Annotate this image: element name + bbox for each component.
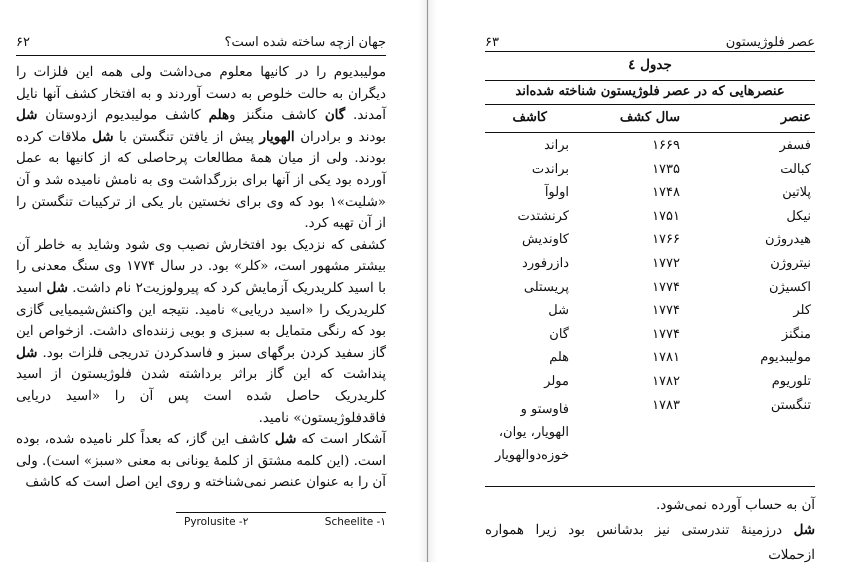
text-run: درزمینهٔ تندرستی نیز بدشانس بود زیرا همواره ازحملات — [485, 523, 815, 563]
cell-discoverer: براند — [544, 138, 569, 153]
column-header-discoverer: کاشف — [512, 110, 547, 125]
cell-discoverer: کرنشتدت — [517, 208, 569, 224]
cell-element: نیکل — [786, 208, 811, 224]
paragraph — [16, 235, 386, 429]
bold-name: شل — [793, 522, 815, 538]
text-run: آن به حساب آورده نمی‌شود. — [655, 498, 815, 513]
text-run: کاشف این گاز، که بعداً کلر نامیده شده، بوده است. (این کلمه مشتق از کلمهٔ یونانی به معنی «سبز» است). ولی آن را به عنوان عنصر نمی‌شناخته و روی این اصل است که کاشف — [16, 432, 386, 491]
right-running-title: عصر فلوژیستون — [725, 35, 815, 50]
left-header-rule — [16, 55, 386, 56]
table-row — [485, 230, 815, 254]
cell-discoverer: پریستلی — [523, 279, 569, 295]
cell-element: پلاتین — [782, 185, 811, 201]
cell-element: اکسیژن — [768, 279, 811, 295]
table-row — [485, 325, 815, 349]
column-header-year: سال کشف — [619, 110, 680, 125]
table-row — [485, 301, 815, 325]
cell-year: ۱۷۷۴ — [652, 279, 680, 295]
cell-element: کبالت — [780, 161, 811, 177]
cell-element: تنگستن — [770, 397, 811, 413]
table-row — [485, 160, 815, 184]
table-caption: جدول ٤ — [628, 57, 672, 73]
bold-name: گان — [324, 107, 346, 124]
cell-year: ۱۷۳۵ — [652, 161, 680, 177]
bold-name: هلم — [208, 107, 230, 124]
text-run: اسید کلریدریک را «اسید دریایی» نامید. نتیجه این واکنش‌شیمیایی گازی بود که رنگی متمایل به سبزی و بویی زننده‌ای داشت. ازخواص این گاز سفید کردن برگهای سبز و فاسدکردن تدریجی فلزات بود. — [16, 280, 386, 361]
paragraph — [485, 493, 815, 518]
cell-discoverer: کاوندیش — [521, 232, 569, 248]
left-running-title: جهان ازچه ساخته شده است؟ — [224, 35, 386, 50]
cell-element: مولیبدیوم — [760, 350, 811, 366]
paragraph — [16, 429, 386, 494]
right-page — [437, 0, 855, 562]
bold-name: شل — [274, 431, 297, 448]
paragraph — [485, 518, 815, 568]
cell-discoverer: هلم — [549, 350, 569, 366]
bold-name: شل — [16, 107, 38, 124]
cell-element: منگنز — [781, 326, 811, 342]
cell-year: ۱۷۶۶ — [652, 232, 680, 248]
left-body-text — [16, 62, 386, 494]
table-row — [485, 207, 815, 231]
cell-discoverer: گان — [549, 326, 569, 342]
left-page-header — [16, 35, 386, 53]
cell-element: نیتروژن — [770, 255, 811, 271]
text-run: پنداشت که این گاز براثر برداشته شدن فلوژیستون از اسید کلریدریک حاصل شده است پس آن را «اسید دریایی فاقدفلوژیستون» نامید. — [16, 367, 386, 426]
cell-discoverer: اولوآ — [544, 185, 569, 201]
cell-element: کلر — [793, 303, 811, 319]
bold-name: شل — [92, 128, 114, 145]
table-rule-bottom — [485, 486, 815, 487]
table-row — [485, 396, 815, 466]
left-page-number: ۶۲ — [16, 35, 30, 50]
cell-element: تلوریوم — [771, 373, 811, 389]
cell-discoverer: دازرفورد — [522, 255, 569, 271]
cell-discoverer: مولر — [544, 373, 569, 389]
table-row — [485, 372, 815, 396]
text-run: آشکار است که — [296, 432, 386, 448]
cell-year: ۱۷۸۳ — [652, 397, 680, 413]
text-run: پیش از یافتن تنگستن با — [113, 129, 260, 145]
table-rule-top — [485, 80, 815, 81]
text-run: ملاقات کرده بودند. ولی از میان همهٔ مطالعات پرحاصلی که از کانیها به عمل آورده بود یکی از آنها برای بزرگداشت وی به نامش نامیده شد و آن «شلیت»۱ بود که وی برای نخستین بار یکی از ترکیبات تنگستن را از آن تهیه کرد. — [16, 129, 386, 232]
table-row — [485, 348, 815, 372]
paragraph — [16, 62, 386, 235]
cell-year: ۱۷۷۴ — [652, 326, 680, 342]
right-body-text — [485, 493, 815, 568]
cell-discoverer: براندت — [531, 161, 569, 177]
cell-year: ۱۷۴۸ — [652, 185, 680, 201]
footnote-1: Scheelite -۱ — [324, 516, 386, 528]
cell-year: ۱۷۵۱ — [652, 208, 680, 224]
cell-element: هیدروژن — [765, 232, 811, 248]
bold-name: شل — [46, 279, 68, 296]
table-rule-header — [485, 132, 815, 133]
cell-year: ۱۷۸۲ — [652, 373, 680, 389]
cell-year: ۱۶۶۹ — [652, 138, 680, 153]
table-row — [485, 183, 815, 207]
cell-discoverer: فاوستو و الهویار، یوان، خوزه‌دوالهویار — [494, 401, 569, 463]
table-row — [485, 254, 815, 278]
table-row — [485, 136, 815, 160]
right-header-rule — [485, 51, 815, 52]
table-header — [485, 110, 815, 130]
text-run: بودند و برادران — [294, 129, 386, 145]
bold-name: شل — [16, 344, 38, 361]
footnote-rule — [176, 512, 386, 513]
cell-year: ۱۷۸۱ — [652, 350, 680, 366]
cell-discoverer: شل — [548, 303, 569, 319]
bold-name: الهویار — [259, 128, 295, 145]
gutter-line — [427, 0, 428, 562]
column-header-element: عنصر — [780, 110, 811, 125]
left-page — [0, 0, 418, 562]
footnote-2: Pyrolusite -۲ — [184, 516, 249, 528]
cell-element: فسفر — [779, 138, 811, 153]
text-run: مولیبدیوم را در کانیها معلوم می‌داشت ولی همه این فلزات را دیگران به حالت خلوص به دست آوردند و به افتخار کشف آنها نایل آمدند. — [16, 65, 386, 124]
cell-year: ۱۷۷۴ — [652, 303, 680, 319]
text-run: کاشف مولیبدیوم ازدوستان — [37, 108, 209, 124]
right-page-number: ۶۳ — [485, 35, 499, 50]
text-run: کشفی که نزدیک بود افتخارش نصیب وی شود وشاید به خاطر آن بیشتر مشهور است، «کلر» بود. در سال ۱۷۷۴ وی سنگ معدنی را با اسید کلریدریک آزمایش کرد که پیرولوزیت۲ نام داشت. — [16, 237, 386, 296]
table-rule-title — [485, 104, 815, 105]
table-body — [485, 136, 815, 466]
table-title: عنصرهایی که در عصر فلوژیستون شناخته شده‌اند — [515, 84, 785, 99]
cell-year: ۱۷۷۲ — [652, 255, 680, 271]
table-row — [485, 278, 815, 302]
text-run: کاشف منگنز و — [229, 108, 325, 124]
